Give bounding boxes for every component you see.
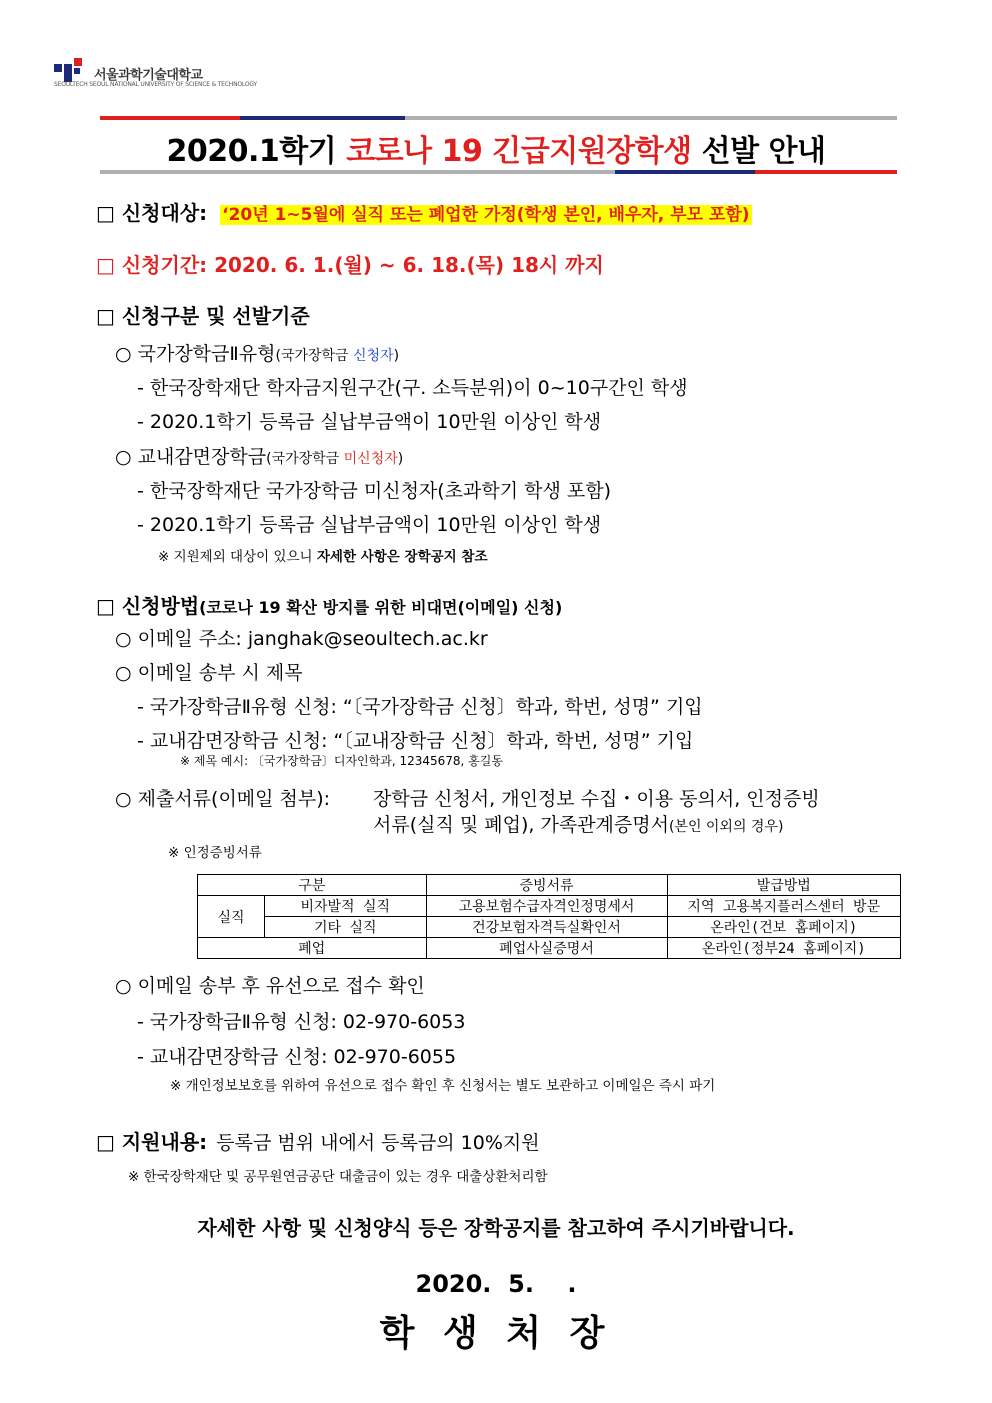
- confirm-heading: ○ 이메일 송부 후 유선으로 접수 확인: [115, 975, 425, 997]
- table-cell: 폐업사실증명서: [426, 938, 667, 959]
- table-cell: 폐업: [198, 938, 427, 959]
- criteria-heading: □ 신청구분 및 선발기준: [96, 304, 310, 328]
- university-english-name: SEOULTECH SEOUL NATIONAL UNIVERSITY OF SCIENCE & TECHNOLOGY: [54, 81, 257, 88]
- docs-line-2-main: 서류(실직 및 폐업), 가족관계증명서: [373, 814, 669, 836]
- table-header-category: 구분: [198, 875, 427, 896]
- bottom-bar-red: [755, 170, 897, 174]
- table-row: [198, 896, 901, 917]
- page-title: [0, 126, 992, 170]
- table-cell: 비자발적 실직: [265, 896, 427, 917]
- table-header-issuance: 발급방법: [667, 875, 900, 896]
- type1-paren-colored: 신청자: [353, 348, 394, 364]
- type1-name: ○ 국가장학금Ⅱ유형: [115, 343, 276, 365]
- signature: 학 생 처 장: [379, 1313, 613, 1354]
- table-row: [198, 917, 901, 938]
- table-group-label: 실직: [198, 896, 265, 938]
- email-subject-example: ※ 제목 예시: 〔국가장학금〕디자인학과, 12345678, 홍길동: [180, 754, 503, 768]
- application-period: □ 신청기간: 2020. 6. 1.(월) ~ 6. 18.(목) 18시 까지: [96, 253, 604, 277]
- method-heading-line: [96, 590, 562, 619]
- email-address-line: ○ 이메일 주소: janghak@seoultech.ac.kr: [115, 628, 488, 650]
- issue-date: 2020. 5. .: [415, 1270, 577, 1298]
- type1-paren-close: ): [393, 348, 400, 364]
- email-subject-item-2: - 교내감면장학금 신청: “〔교내장학금 신청〕학과, 학번, 성명” 기입: [137, 730, 694, 752]
- title-highlight: 코로나 19 긴급지원장학생: [346, 134, 692, 169]
- type2-name: ○ 교내감면장학금: [115, 446, 267, 468]
- type2-paren-colored: 미신청자: [343, 451, 398, 467]
- bottom-bar-gray: [100, 170, 615, 174]
- type2-item-1: - 한국장학재단 국가장학금 미신청자(초과학기 학생 포함): [137, 480, 612, 502]
- table-cell: 온라인(정부24 홈페이지): [667, 938, 900, 959]
- top-bar-gray: [405, 116, 897, 120]
- eligibility-value: ‘20년 1~5월에 실직 또는 폐업한 가정(학생 본인, 배우자, 부모 포함): [222, 205, 750, 225]
- table-cell: 고용보험수급자격인정명세서: [426, 896, 667, 917]
- title-year: 2020.1학기: [166, 134, 347, 169]
- type2-note: [158, 545, 487, 565]
- support-value: 등록금 범위 내에서 등록금의 10%지원: [216, 1132, 540, 1154]
- email-subject-heading: ○ 이메일 송부 시 제목: [115, 662, 303, 684]
- docs-line-2: [373, 810, 783, 837]
- type1-item-1: - 한국장학재단 학자금지원구간(구. 소득분위)이 0~10구간인 학생: [137, 377, 688, 399]
- support-note: ※ 한국장학재단 및 공무원연금공단 대출금이 있는 경우 대출상환처리함: [128, 1169, 548, 1185]
- table-cell: 온라인(건보 홈페이지): [667, 917, 900, 938]
- table-header-row: [198, 875, 901, 896]
- certs-table: [197, 874, 901, 959]
- eligibility-line: [96, 197, 752, 226]
- email-subject-item-1: - 국가장학금Ⅱ유형 신청: “〔국가장학금 신청〕학과, 학번, 성명” 기입: [137, 696, 703, 718]
- table-row: [198, 938, 901, 959]
- bottom-bar-navy: [615, 170, 755, 174]
- type2-note-normal: ※ 지원제외 대상이 있으니: [158, 549, 317, 565]
- type2-paren-close: ): [397, 451, 404, 467]
- eligibility-label: □ 신청대상:: [96, 201, 208, 225]
- docs-line-2-small: (본인 이외의 경우): [668, 819, 784, 835]
- type2-heading: [115, 442, 403, 469]
- type2-item-2: - 2020.1학기 등록금 실납부금액이 10만원 이상인 학생: [137, 514, 602, 536]
- docs-line-1: 장학금 신청서, 개인정보 수집・이용 동의서, 인정증빙: [373, 788, 820, 810]
- university-name: 서울과학기술대학교: [94, 68, 203, 83]
- table-cell: 기타 실직: [265, 917, 427, 938]
- table-cell: 지역 고용복지플러스센터 방문: [667, 896, 900, 917]
- certs-note: ※ 인정증빙서류: [168, 845, 262, 861]
- docs-label: ○ 제출서류(이메일 첨부):: [115, 788, 331, 810]
- top-bar-navy: [240, 116, 405, 120]
- table-cell: 건강보험자격득실확인서: [426, 917, 667, 938]
- closing-text: 자세한 사항 및 신청양식 등은 장학공지를 참고하여 주시기바랍니다.: [197, 1216, 795, 1240]
- type2-note-bold: 자세한 사항은 장학공지 참조: [316, 549, 488, 565]
- support-label: □ 지원내용:: [96, 1130, 208, 1154]
- type1-paren-open: (국가장학금: [275, 348, 353, 364]
- privacy-note: ※ 개인정보보호를 위하여 유선으로 접수 확인 후 신청서는 별도 보관하고 이메일은 즉시 파기: [170, 1078, 716, 1094]
- top-bar-red: [100, 116, 240, 120]
- type1-heading: [115, 339, 399, 366]
- title-suffix: 선발 안내: [691, 134, 826, 169]
- confirm-item-2: - 교내감면장학금 신청: 02-970-6055: [137, 1046, 457, 1068]
- confirm-item-1: - 국가장학금Ⅱ유형 신청: 02-970-6053: [137, 1011, 466, 1033]
- type1-item-2: - 2020.1학기 등록금 실납부금액이 10만원 이상인 학생: [137, 411, 602, 433]
- support-line: [96, 1126, 540, 1155]
- method-heading-sub: (코로나 19 확산 방지를 위한 비대면(이메일) 신청): [199, 598, 563, 617]
- method-heading: □ 신청방법: [96, 594, 200, 618]
- type2-paren-open: (국가장학금: [266, 451, 344, 467]
- table-header-document: 증빙서류: [426, 875, 667, 896]
